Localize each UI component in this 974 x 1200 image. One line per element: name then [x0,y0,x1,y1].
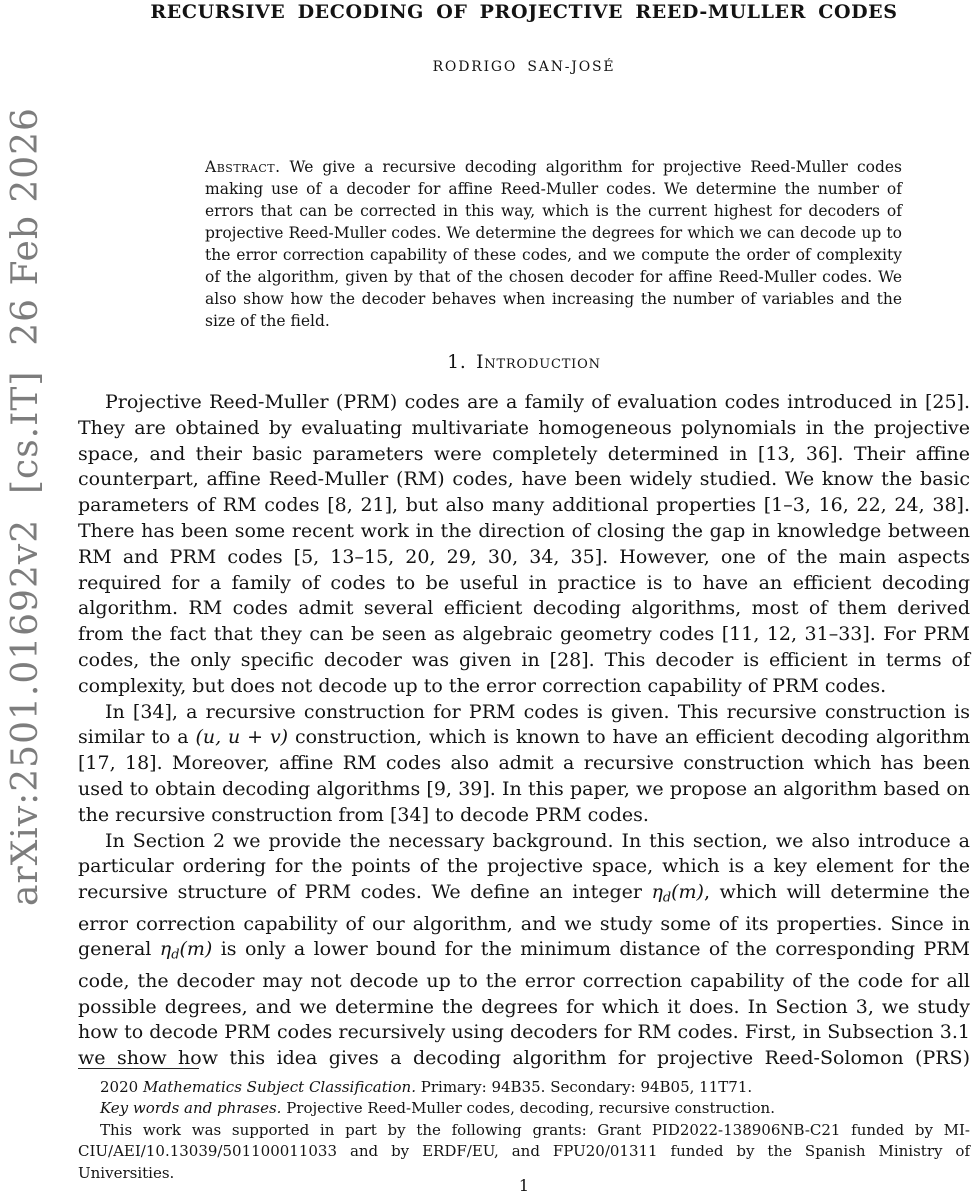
text-segment: In Section 2 we provide the necessary background. In this section, we also introduce a particular ordering for the points of the projective space, which is a key element for the recursive structure of PRM codes. We define an integer [78,829,970,904]
text-segment: Projective Reed-Muller (PRM) codes are a family of evaluation codes introduced in [25]. They are obtained by evaluating multivariate homogeneous polynomials in the projective space, and their basic parameters were completely determined in [13, 36]. Their affine counterpart, affine Reed-Muller (RM) codes, have been widely studied. We know the basic parameters of RM codes [8, 21], but also many additional properties [1–3, 16, 22, 24, 38]. There has been some recent work in the direction of closing the gap in knowledge between RM and PRM codes [5, 13–15, 20, 29, 30, 34, 35]. However, one of the main aspects required for a family of codes to be useful in practice is to have an efficient decoding algorithm. RM codes admit several efficient decoding algorithms, most of them derived from the fact that they can be seen as algebraic geometry codes [11, 12, 31–33]. For PRM codes, the only specific decoder was given in [28]. This decoder is efficient in terms of complexity, but does not decode up to the error correction capability of PRM codes. [78,391,970,697]
italic-segment: Mathematics Subject Classification. [142,1078,416,1096]
text-segment: In [34], a recursive construction for PRM codes is given. This recursive construction is similar to a [78,700,970,749]
math-segment: η [651,881,663,904]
paragraph [78,390,970,700]
math-segment: (u, u + v) [195,726,289,749]
section-heading-introduction: 1. Introduction [447,352,601,373]
paragraph [78,1120,970,1184]
math-segment: (m) [179,938,213,961]
author-name: RODRIGO SAN-JOSÉ [432,59,616,75]
text-segment: This work was supported in part by the following grants: Grant PID2022-138906NB-C21 funded by MI-CIU/AEI/10.13039/501100011033 and by ERDF/EU, and FPU20/01311 funded by the Spanish Ministry of Universities. [78,1120,970,1182]
math-segment: η [159,938,172,961]
arxiv-watermark: arXiv:2501.01692v2 [cs.IT] 26 Feb 2026 [5,107,46,906]
text-segment: is only a lower bound for the minimum distance of the corresponding PRM code, the decoder may not decode up to the error correction capability of the code for all possible degrees, and we determine the degrees for which it does. In Section 3, we study how to decode PRM codes recursively using decoders for RM codes. First, in Subsection 3.1 we show how this idea gives a decoding algorithm for projective Reed-Solomon (PRS) [78,938,970,1070]
italic-segment: Key words and phrases. [100,1099,282,1118]
paragraph [78,1077,970,1098]
math-segment: (m) [671,881,704,904]
abstract-label: Abstract. [205,158,281,176]
footnotes-block [78,1077,970,1184]
sub-segment: d [171,947,180,963]
paragraph [78,829,970,1072]
text-segment: , which will determine the error correction capability of our algorithm, and we study some of its properties. Since in general [78,881,970,961]
text-segment: Projective Reed-Muller codes, decoding, recursive construction. [281,1099,775,1118]
paragraph [78,700,970,829]
paper-title: RECURSIVE DECODING OF PROJECTIVE REED-MULLER CODES [150,1,898,23]
page-number: 1 [518,1176,530,1195]
abstract-block [205,156,902,332]
footnote-rule [78,1068,199,1069]
sub-segment: d [662,890,672,906]
body-paragraphs [78,390,970,1072]
text-segment: construction, which is known to have an efficient decoding algorithm [17, 18]. Moreover, affine RM codes also admit a recursive construction which has been used to obtain decoding algorithms [9, 39]. In this paper, we propose an algorithm based on the recursive construction from [34] to decode PRM codes. [78,726,970,826]
text-segment: 2020 [100,1078,143,1096]
abstract-text: We give a recursive decoding algorithm for projective Reed-Muller codes making use of a decoder for affine Reed-Muller codes. We determine the number of errors that can be corrected in this way, which is the current highest for decoders of projective Reed-Muller codes. We determine the degrees for which we can decode up to the error correction capability of these codes, and we compute the order of complexity of the algorithm, given by that of the chosen decoder for affine Reed-Muller codes. We also show how the decoder behaves when increasing the number of variables and the size of the field. [205,158,902,330]
text-segment: Primary: 94B35. Secondary: 94B05, 11T71. [416,1078,753,1096]
paragraph [78,1098,970,1119]
